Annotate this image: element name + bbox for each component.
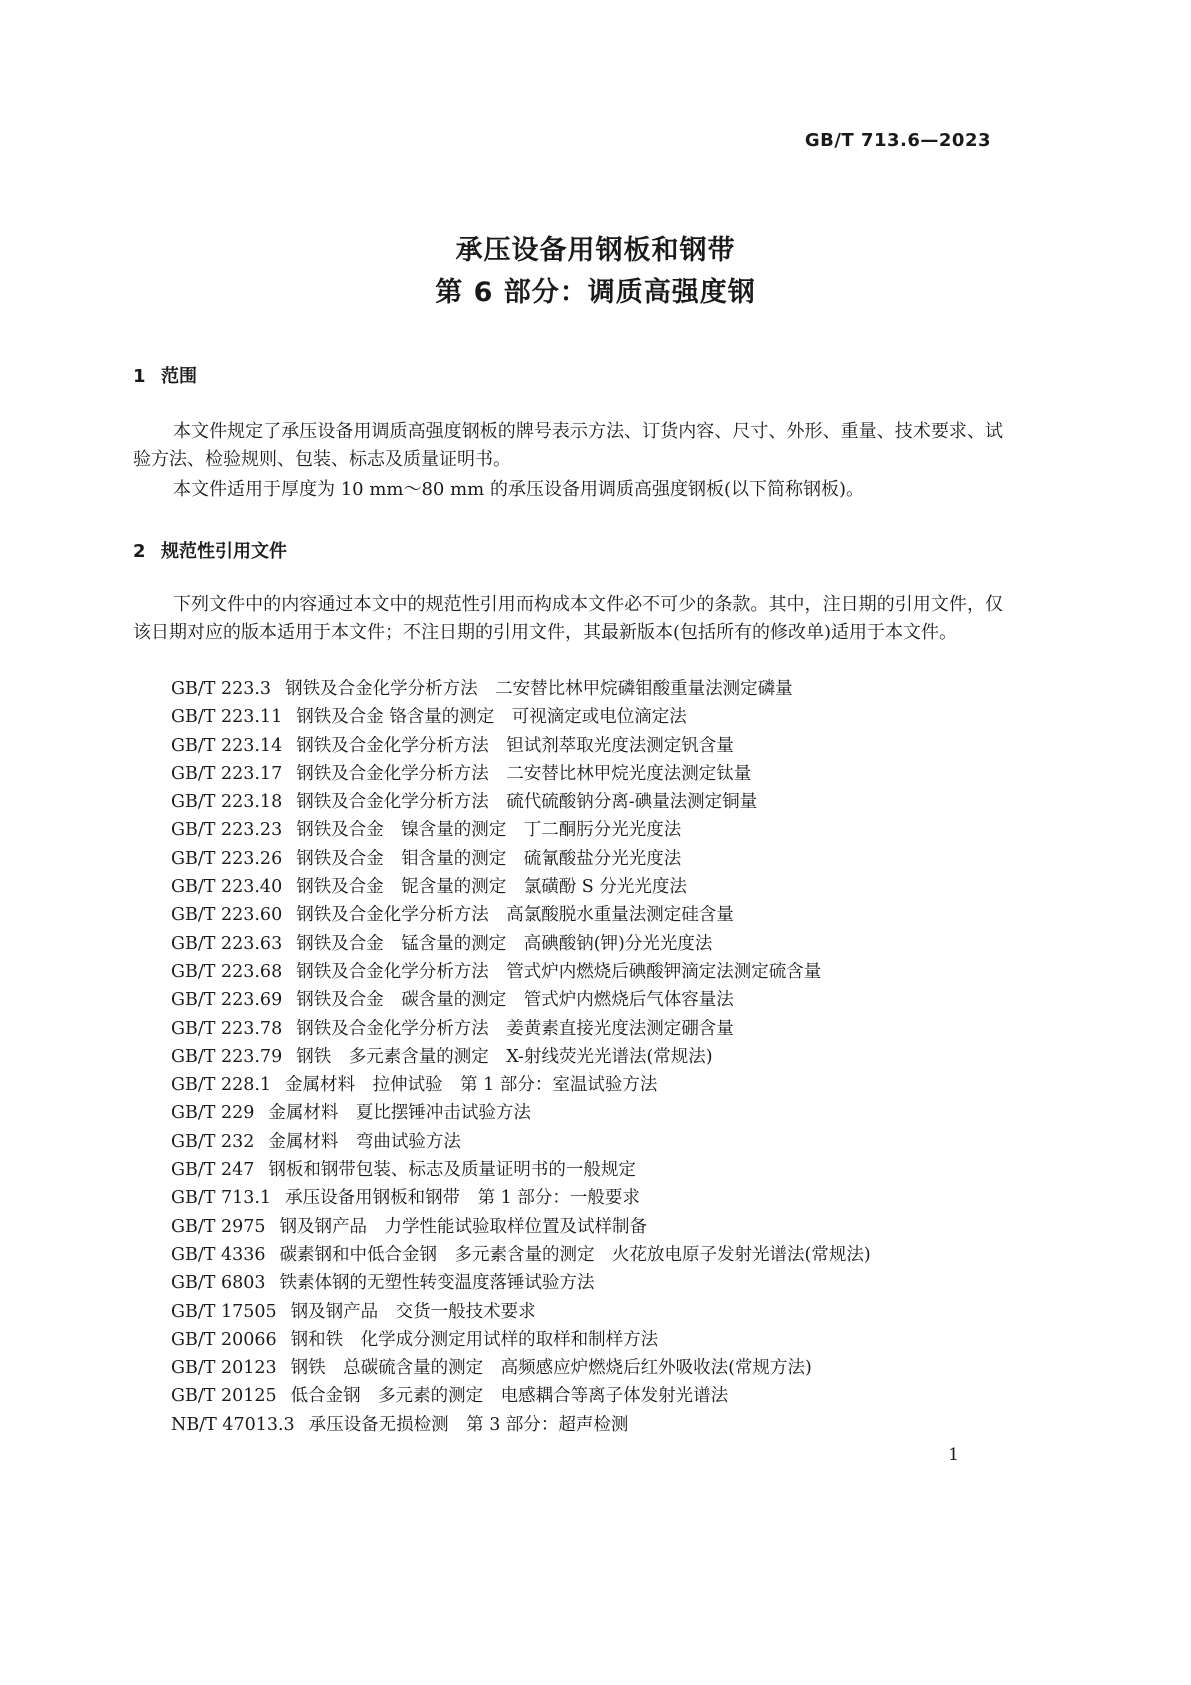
reference-title: 钢铁及合金化学分析方法 姜黄素直接光度法测定硼含量 — [296, 1018, 734, 1039]
reference-item — [171, 930, 871, 958]
reference-code: GB/T 223.26 — [171, 848, 283, 869]
reference-title: 碳素钢和中低合金钢 多元素含量的测定 火花放电原子发射光谱法(常规法) — [279, 1244, 871, 1265]
reference-item — [171, 845, 871, 873]
reference-code: GB/T 223.63 — [171, 933, 283, 954]
section-number: 2 — [133, 541, 146, 562]
reference-item — [171, 1071, 871, 1099]
reference-title: 金属材料 拉伸试验 第 1 部分：室温试验方法 — [285, 1075, 658, 1096]
reference-item — [171, 958, 871, 986]
reference-title: 钢铁及合金化学分析方法 高氯酸脱水重量法测定硅含量 — [296, 905, 734, 926]
reference-item — [171, 1382, 871, 1410]
reference-title: 钢铁及合金 铌含量的测定 氯磺酚 S 分光光度法 — [296, 877, 687, 898]
reference-code: GB/T 2975 — [171, 1216, 266, 1237]
reference-item — [171, 1015, 871, 1043]
reference-title: 金属材料 弯曲试验方法 — [268, 1131, 461, 1152]
reference-title: 钢铁 多元素含量的测定 X-射线荧光光谱法(常规法) — [296, 1046, 713, 1067]
reference-code: GB/T 223.40 — [171, 877, 283, 898]
reference-item — [171, 1269, 871, 1297]
reference-code: GB/T 223.68 — [171, 961, 283, 982]
reference-title: 钢铁及合金化学分析方法 二安替比林甲烷磷钼酸重量法测定磷量 — [285, 679, 793, 699]
normative-references-intro: 下列文件中的内容通过本文中的规范性引用而构成本文件必不可少的条款。其中，注日期的引用文件，仅该日期对应的版本适用于本文件；不注日期的引用文件，其最新版本(包括所有的修改单)适用于本文件。 — [133, 594, 1003, 643]
reference-code: GB/T 20066 — [171, 1329, 277, 1350]
reference-code: GB/T 223.3 — [171, 679, 272, 699]
reference-code: GB/T 223.79 — [171, 1046, 283, 1067]
scope-paragraph-2: 本文件适用于厚度为 10 mm～80 mm 的承压设备用调质高强度钢板(以下简称钢板)。 — [173, 479, 865, 500]
reference-item — [171, 816, 871, 844]
reference-code: GB/T 223.69 — [171, 990, 283, 1011]
reference-title: 钢铁 总碳硫含量的测定 高频感应炉燃烧后红外吸收法(常规方法) — [290, 1358, 812, 1379]
reference-item — [171, 703, 871, 731]
section-title: 规范性引用文件 — [161, 541, 287, 562]
document-subtitle: 第 6 部分：调质高强度钢 — [435, 277, 756, 308]
reference-code: GB/T 20125 — [171, 1386, 277, 1407]
standard-number: GB/T 713.6—2023 — [804, 130, 991, 151]
reference-item — [171, 1043, 871, 1071]
reference-title: 钢铁及合金 镍含量的测定 丁二酮肟分光光度法 — [296, 820, 682, 841]
reference-item — [171, 1411, 871, 1439]
reference-code: GB/T 20123 — [171, 1358, 277, 1379]
reference-item — [171, 873, 871, 901]
section-number: 1 — [133, 366, 146, 387]
reference-list — [171, 675, 871, 1439]
reference-title: 钢铁及合金 铬含量的测定 可视滴定或电位滴定法 — [296, 707, 687, 728]
reference-title: 钢及钢产品 交货一般技术要求 — [290, 1301, 536, 1322]
reference-title: 钢铁及合金化学分析方法 硫代硫酸钠分离-碘量法测定铜量 — [296, 792, 758, 813]
reference-code: GB/T 229 — [171, 1103, 255, 1124]
reference-code: GB/T 223.14 — [171, 735, 283, 756]
reference-title: 承压设备用钢板和钢带 第 1 部分：一般要求 — [285, 1188, 640, 1209]
reference-title: 钢和铁 化学成分测定用试样的取样和制样方法 — [290, 1329, 659, 1350]
reference-item — [171, 732, 871, 760]
reference-item — [171, 1241, 871, 1269]
document-title: 承压设备用钢板和钢带 — [455, 235, 736, 266]
scope-paragraph-1: 本文件规定了承压设备用调质高强度钢板的牌号表示方法、订货内容、尺寸、外形、重量、技术要求、试验方法、检验规则、包装、标志及质量证明书。 — [133, 421, 1003, 470]
reference-title: 钢铁及合金 碳含量的测定 管式炉内燃烧后气体容量法 — [296, 990, 734, 1011]
reference-title: 承压设备无损检测 第 3 部分：超声检测 — [308, 1414, 629, 1435]
reference-title: 金属材料 夏比摆锤冲击试验方法 — [268, 1103, 531, 1124]
reference-title: 钢及钢产品 力学性能试验取样位置及试样制备 — [279, 1216, 648, 1237]
reference-code: GB/T 713.1 — [171, 1188, 272, 1209]
reference-item — [171, 901, 871, 929]
reference-item — [171, 788, 871, 816]
reference-code: GB/T 232 — [171, 1131, 255, 1152]
reference-title: 钢铁及合金 钼含量的测定 硫氰酸盐分光光度法 — [296, 848, 682, 869]
reference-code: GB/T 247 — [171, 1160, 255, 1181]
reference-item — [171, 1099, 871, 1127]
reference-title: 低合金钢 多元素的测定 电感耦合等离子体发射光谱法 — [290, 1386, 729, 1407]
reference-item — [171, 1213, 871, 1241]
reference-item — [171, 1326, 871, 1354]
reference-code: GB/T 6803 — [171, 1273, 266, 1294]
reference-code: GB/T 223.23 — [171, 820, 283, 841]
reference-item — [171, 1184, 871, 1212]
section-title: 范围 — [161, 366, 197, 387]
reference-title: 钢铁及合金化学分析方法 管式炉内燃烧后碘酸钾滴定法测定硫含量 — [296, 961, 822, 982]
reference-title: 钢铁及合金化学分析方法 二安替比林甲烷光度法测定钛量 — [296, 763, 752, 784]
section-1-heading — [133, 362, 197, 388]
reference-item — [171, 1298, 871, 1326]
section-2-heading — [133, 537, 287, 563]
reference-item — [171, 675, 871, 703]
reference-code: NB/T 47013.3 — [171, 1414, 295, 1435]
reference-code: GB/T 223.17 — [171, 763, 283, 784]
reference-item — [171, 1354, 871, 1382]
reference-title: 钢铁及合金 锰含量的测定 高碘酸钠(钾)分光光度法 — [296, 933, 713, 954]
reference-item — [171, 1156, 871, 1184]
reference-item — [171, 760, 871, 788]
reference-title: 铁素体钢的无塑性转变温度落锤试验方法 — [279, 1273, 595, 1294]
reference-code: GB/T 223.11 — [171, 707, 283, 728]
reference-code: GB/T 223.60 — [171, 905, 283, 926]
reference-code: GB/T 17505 — [171, 1301, 277, 1322]
reference-code: GB/T 223.18 — [171, 792, 283, 813]
reference-title: 钢铁及合金化学分析方法 钽试剂萃取光度法测定钒含量 — [296, 735, 734, 756]
reference-title: 钢板和钢带包装、标志及质量证明书的一般规定 — [268, 1160, 636, 1181]
reference-item — [171, 986, 871, 1014]
reference-code: GB/T 228.1 — [171, 1075, 272, 1096]
reference-item — [171, 1128, 871, 1156]
reference-code: GB/T 223.78 — [171, 1018, 283, 1039]
reference-code: GB/T 4336 — [171, 1244, 266, 1265]
page-number: 1 — [948, 1445, 959, 1465]
